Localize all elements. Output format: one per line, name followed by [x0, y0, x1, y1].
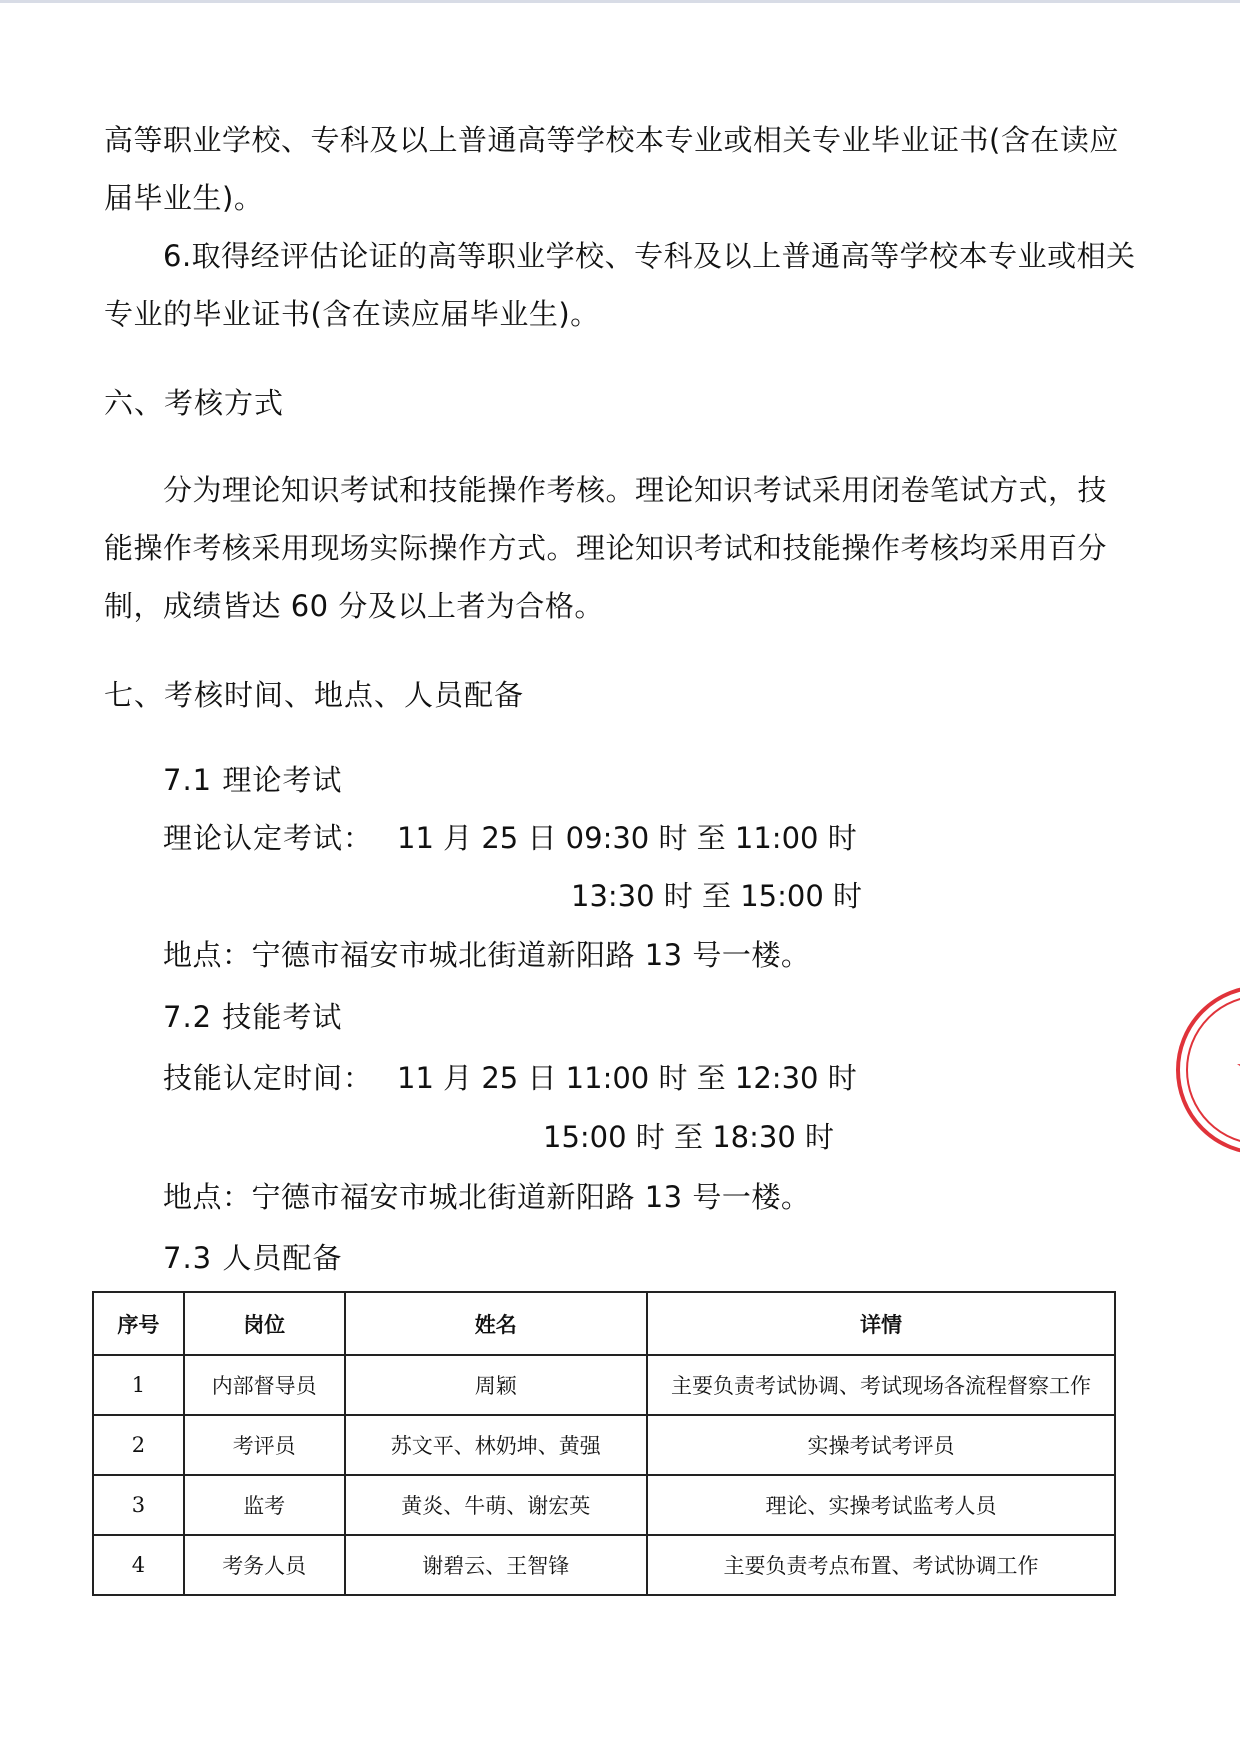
section-6-line-1: 分为理论知识考试和技能操作考核。理论知识考试采用闭卷笔试方式，技: [163, 473, 1108, 507]
theory-time-slot-1: 11 月 25 日 09:30 时 至 11:00 时: [397, 821, 857, 855]
skill-time-slot-2: 15:00 时 至 18:30 时: [543, 1120, 835, 1154]
cell-details: 主要负责考点布置、考试协调工作: [647, 1535, 1115, 1595]
cell-position: 考评员: [184, 1415, 345, 1475]
seal-star-icon: [1176, 985, 1240, 1155]
table-row: [93, 1535, 1115, 1595]
section-7-heading: 七、考核时间、地点、人员配备: [104, 678, 525, 712]
section-6-line-2: 能操作考核采用现场实际操作方式。理论知识考试和技能操作考核均采用百分: [104, 531, 1108, 565]
staff-title: 7.3 人员配备: [163, 1241, 343, 1275]
cell-name: 谢碧云、王智锋: [345, 1535, 647, 1595]
header-name: 姓名: [345, 1292, 647, 1355]
cell-details: 理论、实操考试监考人员: [647, 1475, 1115, 1535]
theory-label: 理论认定考试：: [163, 821, 374, 855]
skill-label: 技能认定时间：: [163, 1061, 374, 1095]
skill-place: 地点：宁德市福安市城北街道新阳路 13 号一楼。: [163, 1180, 811, 1214]
official-seal: [1176, 985, 1240, 1155]
header-position: 岗位: [184, 1292, 345, 1355]
table-row: [93, 1475, 1115, 1535]
section-6-heading: 六、考核方式: [104, 386, 285, 420]
section-6-line-3: 制，成绩皆达 60 分及以上者为合格。: [104, 589, 604, 623]
cell-index: 1: [93, 1355, 184, 1415]
cell-position: 内部督导员: [184, 1355, 345, 1415]
body-line-3: 6.取得经评估论证的高等职业学校、专科及以上普通高等学校本专业或相关: [163, 239, 1136, 273]
table-row: [93, 1355, 1115, 1415]
cell-name: 周颖: [345, 1355, 647, 1415]
body-line-4: 专业的毕业证书(含在读应届毕业生)。: [104, 297, 600, 331]
header-index: 序号: [93, 1292, 184, 1355]
body-line-1: 高等职业学校、专科及以上普通高等学校本专业或相关专业毕业证书(含在读应: [104, 123, 1119, 157]
cell-details: 主要负责考试协调、考试现场各流程督察工作: [647, 1355, 1115, 1415]
staff-table: [92, 1291, 1116, 1596]
cell-index: 2: [93, 1415, 184, 1475]
theory-place: 地点：宁德市福安市城北街道新阳路 13 号一楼。: [163, 938, 811, 972]
body-line-2: 届毕业生)。: [104, 181, 264, 215]
skill-time-slot-1: 11 月 25 日 11:00 时 至 12:30 时: [397, 1061, 857, 1095]
table-row: [93, 1415, 1115, 1475]
cell-index: 4: [93, 1535, 184, 1595]
table-header-row: [93, 1292, 1115, 1355]
cell-position: 监考: [184, 1475, 345, 1535]
header-details: 详情: [647, 1292, 1115, 1355]
skill-title: 7.2 技能考试: [163, 1000, 343, 1034]
cell-details: 实操考试考评员: [647, 1415, 1115, 1475]
theory-time-slot-2: 13:30 时 至 15:00 时: [571, 879, 863, 913]
cell-index: 3: [93, 1475, 184, 1535]
cell-name: 苏文平、林奶坤、黄强: [345, 1415, 647, 1475]
scan-top-edge: [0, 0, 1240, 3]
cell-position: 考务人员: [184, 1535, 345, 1595]
theory-title: 7.1 理论考试: [163, 763, 343, 797]
cell-name: 黄炎、牛萌、谢宏英: [345, 1475, 647, 1535]
